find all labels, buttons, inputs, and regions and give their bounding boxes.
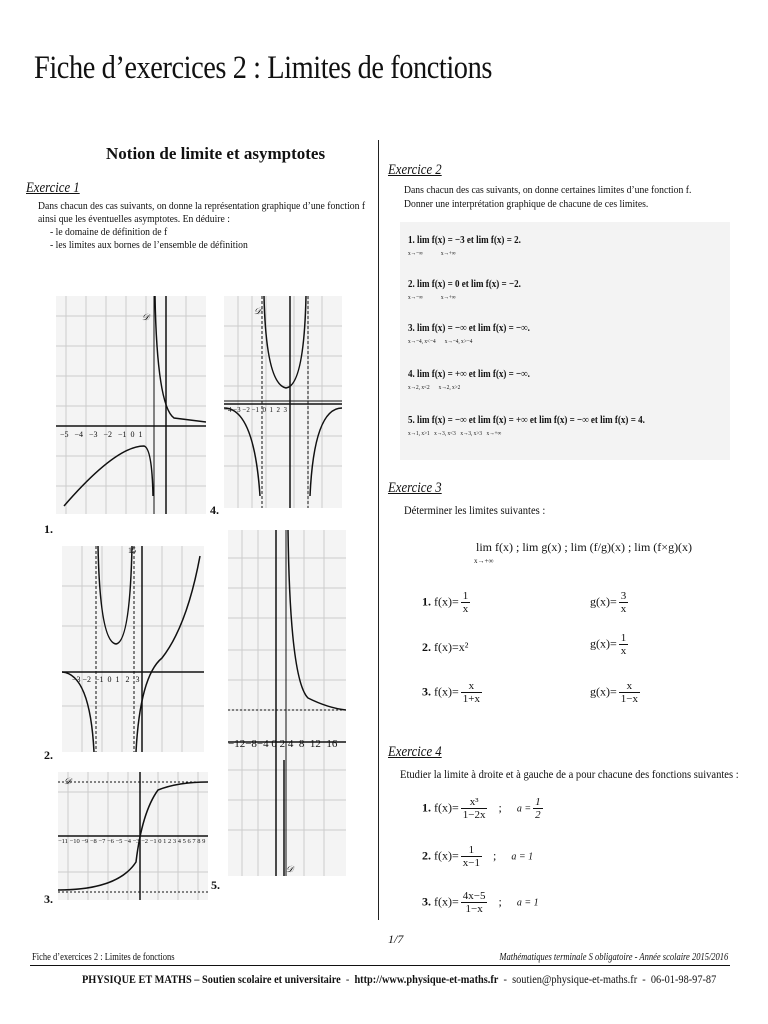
page-number: 1/7 xyxy=(388,932,404,946)
ex4-item-2: 2. f(x)= $\frac{1}{x-1}$ ; a = 1 xyxy=(422,844,534,869)
graph-3 xyxy=(58,772,208,900)
ex4-item-1-f: f(x)= xyxy=(434,800,459,815)
ex3-item-3-g xyxy=(590,680,642,705)
footer-rule xyxy=(30,965,730,966)
ex4-item-1: 1. f(x)= $\frac{\text{x³}}{1-2x}$ ; a = $\frac{1}{2}$ xyxy=(422,796,541,821)
ex4-item-1-num: 1. xyxy=(422,800,431,815)
ex2-item-1-text: lim f(x) = −3 et lim f(x) = 2. xyxy=(417,234,521,246)
ex1-instruction-1: Dans chacun des cas suivants, on donne la représentation graphique d’une fonction f xyxy=(38,200,366,212)
page-title: Fiche d’exercices 2 : Limites de fonctions xyxy=(34,50,492,86)
footer-contact xyxy=(82,972,716,987)
exercise4-title: Exercice 4 xyxy=(388,744,442,760)
graph-1-curve-label: 𝒟 xyxy=(142,312,150,322)
footer-url-link[interactable]: http://www.physique-et-maths.fr xyxy=(354,972,499,986)
footer-brand: PHYSIQUE ET MATHS – Soutien scolaire et universitaire xyxy=(82,972,341,986)
graph-4 xyxy=(224,296,342,508)
ex2-item-3 xyxy=(408,322,530,346)
ex3-item-2-g xyxy=(590,632,630,657)
footer-sep-1: - xyxy=(345,972,350,986)
graph-2-label: 2. xyxy=(44,748,53,762)
graph-2-xticks: −3 −2 −1 0 1 2 3 xyxy=(72,675,140,684)
graph-2 xyxy=(62,546,204,752)
ex4-item-3-f-den: 1−x xyxy=(465,903,483,915)
ex3-item-1 xyxy=(422,590,472,615)
ex2-item-3-sub1: x→−4, x<−4 xyxy=(408,338,436,345)
ex3-limits-line: lim f(x) ; lim g(x) ; lim (f/g)(x) ; lim (f×g)(x) xyxy=(476,540,693,554)
ex2-item-4 xyxy=(408,368,530,392)
ex4-item-2-num: 2. xyxy=(422,848,431,863)
ex2-item-5-sub4: x→+∞ xyxy=(486,430,502,437)
graph-1-label: 1. xyxy=(44,522,53,536)
ex1-instruction-4: - les limites aux bornes de l’ensemble de définition xyxy=(50,239,248,251)
ex4-item-1-f-den: 1−2x xyxy=(462,809,486,821)
graph-5-xticks: −12−8−4 0 2 4 8 12 16 xyxy=(228,738,338,750)
section-title: Notion de limite et asymptotes xyxy=(106,144,326,163)
ex4-item-3-num: 3. xyxy=(422,894,431,909)
ex3-item-1-g-num: 3 xyxy=(620,590,627,602)
footer-email-link[interactable]: soutien@physique-et-maths.fr xyxy=(512,972,638,986)
ex3-item-3 xyxy=(422,680,484,705)
graph-3-plot xyxy=(58,772,208,900)
ex3-instruction: Déterminer les limites suivantes : xyxy=(404,503,546,517)
ex2-item-2 xyxy=(408,278,521,302)
footer-right: Mathématiques terminale S obligatoire - Année scolaire 2015/2016 xyxy=(499,952,728,963)
ex3-item-3-g-num: x xyxy=(619,680,640,693)
graph-5-plot xyxy=(228,530,346,876)
ex2-item-2-sub2: x→+∞ xyxy=(440,294,456,301)
graph-4-curve-label: 𝒟 xyxy=(254,306,262,316)
ex4-item-2-f-num: 1 xyxy=(461,844,482,857)
graph-2-ytick-15: 15 xyxy=(128,546,136,555)
ex2-item-5-num: 5. xyxy=(408,414,415,426)
ex4-item-2-f: f(x)= xyxy=(434,848,459,863)
ex3-item-2 xyxy=(422,640,468,655)
ex3-item-3-num: 3. xyxy=(422,684,431,699)
graph-5-curve-label: 𝒟 xyxy=(286,864,294,874)
ex2-item-3-text: lim f(x) = −∞ et lim f(x) = −∞. xyxy=(417,322,530,334)
ex3-item-1-f: f(x)= xyxy=(434,594,459,609)
ex3-item-3-f: f(x)= xyxy=(434,684,459,699)
ex3-item-1-f-num: 1 xyxy=(462,590,469,602)
ex3-item-3-f-den: 1+x xyxy=(462,693,480,705)
ex2-item-4-num: 4. xyxy=(408,368,415,380)
ex3-item-2-g-den: x xyxy=(620,645,627,657)
graph-1 xyxy=(56,296,206,514)
ex2-item-1 xyxy=(408,234,521,258)
column-divider xyxy=(378,140,379,920)
graph-3-xticks: −11 −10 −9 −8 −7 −6 −5 −4 −3 −2 −1 0 1 2 3 4 5 6 7 8 9 xyxy=(58,838,206,845)
ex2-item-5-sub2: x→3, x<3 xyxy=(434,430,456,437)
ex2-item-3-sub2: x→−4, x>−4 xyxy=(444,338,473,345)
ex4-item-3-f: f(x)= xyxy=(434,894,459,909)
ex2-item-5-sub3: x→3, x>3 xyxy=(460,430,483,437)
ex2-item-1-sub1: x→−∞ xyxy=(408,250,423,257)
graph-4-label: 4. xyxy=(210,503,219,517)
ex2-instruction-2: Donner une interprétation graphique de chacune de ces limites. xyxy=(404,198,649,210)
ex3-item-2-g-label: g(x)= xyxy=(590,636,617,651)
ex3-item-3-f-num: x xyxy=(461,680,482,693)
exercise2-title: Exercice 2 xyxy=(388,162,442,178)
ex2-limits-panel xyxy=(400,222,730,460)
ex3-item-1-num: 1. xyxy=(422,594,431,609)
ex4-instruction: Etudier la limite à droite et à gauche de a pour chacune des fonctions suivantes : xyxy=(400,767,739,781)
ex2-item-2-sub1: x→−∞ xyxy=(408,294,423,301)
graph-3-label: 3. xyxy=(44,892,53,906)
ex3-item-1-f-den: x xyxy=(462,603,469,615)
ex3-item-2-f: f(x)=x² xyxy=(434,640,469,654)
ex3-item-1-g-label: g(x)= xyxy=(590,594,617,609)
ex2-item-2-num: 2. xyxy=(408,278,415,290)
graph-5-label: 5. xyxy=(211,878,220,892)
ex4-item-3: 3. f(x)= $\frac{4x-5}{1-x}$ ; a = 1 xyxy=(422,890,539,915)
footer-phone: 06-01-98-97-87 xyxy=(650,972,717,986)
ex2-item-4-text: lim f(x) = +∞ et lim f(x) = −∞. xyxy=(417,368,530,380)
ex4-item-1-f-num: x³ xyxy=(461,796,488,809)
exercise1-title: Exercice 1 xyxy=(26,180,80,196)
ex3-item-2-g-num: 1 xyxy=(620,632,627,644)
ex2-item-2-text: lim f(x) = 0 et lim f(x) = −2. xyxy=(417,278,521,290)
ex4-item-2-f-den: x−1 xyxy=(462,857,480,869)
ex4-item-1-a-den: 2 xyxy=(535,809,541,821)
ex2-item-5 xyxy=(408,414,645,438)
ex3-limit-sub: x→+∞ xyxy=(474,557,494,565)
ex2-item-3-num: 3. xyxy=(408,322,415,334)
graph-5 xyxy=(228,530,346,876)
ex3-item-1-g xyxy=(590,590,630,615)
graph-2-plot xyxy=(62,546,204,752)
ex2-item-4-sub2: x→2, x>2 xyxy=(438,384,461,391)
footer-sep-3: - xyxy=(642,972,646,986)
ex1-instruction-2: ainsi que les éventuelles asymptotes. En déduire : xyxy=(38,213,230,225)
footer-sep-2: - xyxy=(503,972,507,986)
ex3-item-2-num: 2. xyxy=(422,640,431,654)
ex2-item-5-sub1: x→1, x>1 xyxy=(408,430,430,437)
ex2-item-1-num: 1. xyxy=(408,234,415,246)
footer-left: Fiche d’exercices 2 : Limites de fonctions xyxy=(32,952,175,963)
graph-4-xticks: −4 −3 −2 −1 0 1 2 3 xyxy=(224,406,288,414)
ex1-instruction-3: - le domaine de définition de f xyxy=(50,226,168,238)
ex2-item-1-sub2: x→+∞ xyxy=(440,250,456,257)
ex2-item-5-text: lim f(x) = −∞ et lim f(x) = +∞ et lim f(x) = −∞ et lim f(x) = 4. xyxy=(417,414,645,426)
ex2-instruction-1: Dans chacun des cas suivants, on donne certaines limites d’une fonction f. xyxy=(404,184,692,196)
ex3-item-3-g-den: 1−x xyxy=(620,693,638,705)
graph-1-plot xyxy=(56,296,206,514)
ex4-item-1-a: a = xyxy=(516,803,532,815)
ex2-item-4-sub1: x→2, x<2 xyxy=(408,384,430,391)
graph-1-xticks: −5 −4 −3 −2 −1 0 1 xyxy=(60,430,143,439)
ex4-item-3-a: a = 1 xyxy=(516,897,539,909)
graph-3-curve-label: 𝒟 xyxy=(64,776,72,786)
ex4-item-1-a-num: 1 xyxy=(535,796,541,808)
ex3-item-3-g-label: g(x)= xyxy=(590,684,617,699)
ex4-item-3-f-num: 4x−5 xyxy=(462,890,486,902)
ex4-item-2-a: a = 1 xyxy=(511,851,534,863)
graph-4-plot xyxy=(224,296,342,508)
ex3-item-1-g-den: x xyxy=(620,603,627,615)
exercise3-title: Exercice 3 xyxy=(388,480,442,496)
